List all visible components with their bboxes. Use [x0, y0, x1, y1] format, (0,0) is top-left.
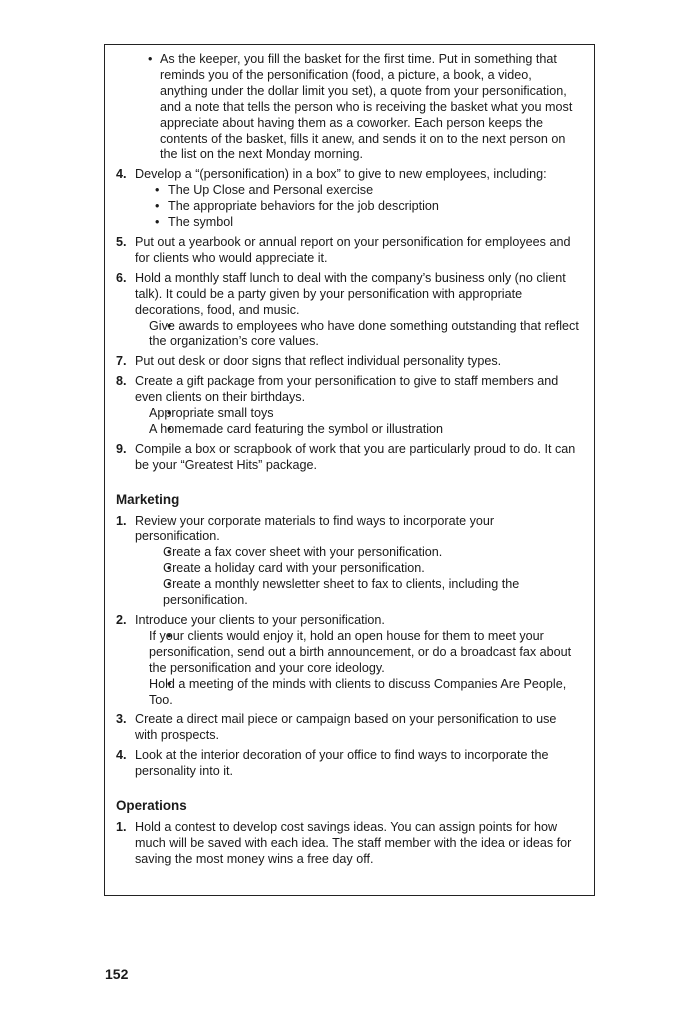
bullet-item: • The Up Close and Personal exercise: [135, 183, 582, 199]
item-number: 6.: [116, 270, 127, 285]
list-item-7: [116, 354, 582, 370]
bullet-item: • If your clients would enjoy it, hold an open house for them to meet your personification, send out a birth announcement, or do a broadcast fax about the personification and your core ideology.: [135, 629, 582, 677]
item-text: Create a direct mail piece or campaign based on your personification to use with prospects.: [135, 712, 557, 743]
bullet-item: • As the keeper, you fill the basket for the first time. Put in something that reminds you of the personification (food, a picture, a book, a video, anything under the dollar limit you set), a quote from your personification, and a note that tells the person who is receiving the basket what you most appreciate about having them as a coworker. Each person keeps the contents of the basket, fills it anew, and sends it on to the next person on the list on the next Monday morning.: [116, 52, 582, 163]
page-number: 152: [105, 966, 129, 982]
item-text: Hold a monthly staff lunch to deal with the company’s business only (no client talk). It could be a party given by your personification with appropriate decorations, food, and music.: [135, 270, 566, 317]
item-text: Hold a contest to develop cost savings ideas. You can assign points for how much will be saved with each idea. The staff member with the idea or ideas for saving the most money wins a free day off.: [135, 819, 572, 866]
bullet-item: • Create a fax cover sheet with your personification.: [135, 545, 582, 561]
item-text: Introduce your clients to your personification.: [135, 613, 385, 627]
item-number: 1.: [116, 513, 127, 528]
bullet-item: • Give awards to employees who have done something outstanding that reflect the organization’s core values.: [135, 319, 582, 351]
item-text: Put out desk or door signs that reflect individual personality types.: [135, 354, 502, 369]
marketing-item-1: [116, 514, 582, 609]
item-text: Create a gift package from your personification to give to staff members and even clients on their birthdays.: [135, 374, 559, 405]
list-item-8: [116, 374, 582, 438]
item-number: 1.: [116, 819, 127, 834]
section-heading-operations: Operations: [116, 798, 187, 814]
list-item-6: [116, 271, 582, 351]
item-number: 3.: [116, 712, 127, 727]
item-number: 2.: [116, 613, 127, 627]
marketing-item-2: [116, 613, 582, 708]
bullet-item: • Create a monthly newsletter sheet to fax to clients, including the personification.: [135, 577, 582, 609]
item-text: Compile a box or scrapbook of work that you are particularly proud to do. It can be your “Greatest Hits” package.: [135, 441, 576, 472]
section-heading-marketing: Marketing: [116, 491, 180, 507]
item-number: 8.: [116, 374, 127, 389]
item-number: 4.: [116, 748, 127, 763]
bullet-item: • The symbol: [135, 215, 582, 231]
item-text: Review your corporate materials to find ways to incorporate your personification.: [135, 513, 495, 544]
list-item-9: [116, 442, 582, 474]
marketing-item-4: [116, 748, 582, 780]
marketing-item-3: [116, 712, 582, 744]
bullet-item: • The appropriate behaviors for the job description: [135, 199, 582, 215]
bullet-item: • Hold a meeting of the minds with clients to discuss Companies Are People, Too.: [135, 677, 582, 709]
item-number: 4.: [116, 167, 127, 182]
item-text: Develop a “(personification) in a box” to give to new employees, including:: [135, 167, 547, 182]
item-number: 7.: [116, 354, 127, 369]
bullet-item: • Create a holiday card with your personification.: [135, 561, 582, 577]
list-item-4: [116, 167, 582, 231]
bullet-item: • Appropriate small toys: [135, 406, 582, 422]
item-text: Look at the interior decoration of your office to find ways to incorporate the personality into it.: [135, 748, 549, 779]
item-number: 5.: [116, 234, 127, 249]
list-item-5: [116, 235, 582, 267]
item-number: 9.: [116, 441, 127, 456]
bullet-item: • A homemade card featuring the symbol or illustration: [135, 422, 582, 438]
content-box: [104, 44, 595, 896]
item-text: Put out a yearbook or annual report on your personification for employees and for clients who would appreciate it.: [135, 234, 571, 265]
operations-item-1: [116, 820, 582, 868]
